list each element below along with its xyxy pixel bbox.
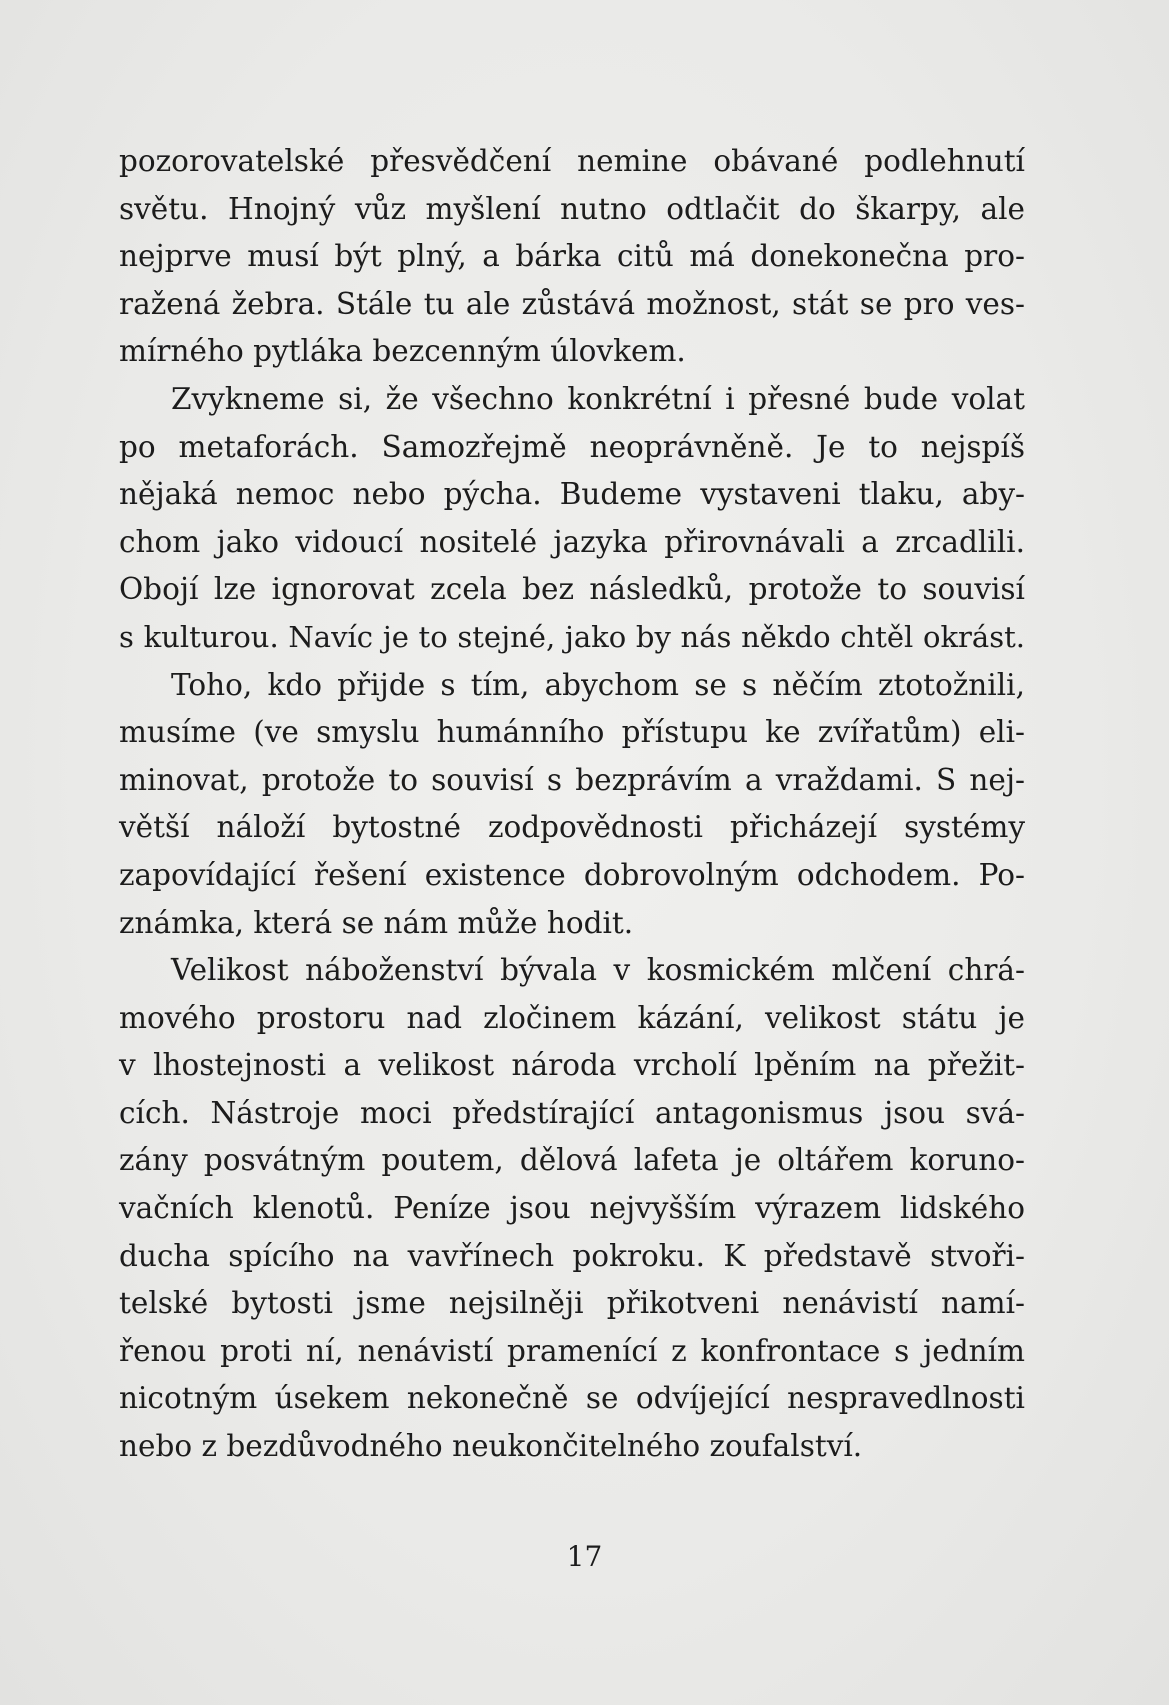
text-line: mového prostoru nad zločinem kázání, velikost státu je [119, 1000, 1025, 1035]
text-line: Obojí lze ignorovat zcela bez následků, protože to souvisí [119, 572, 1025, 607]
text-line: ducha spícího na vavřínech pokroku. K představě stvoři- [119, 1238, 1025, 1273]
text-line: chom jako vidoucí nositelé jazyka přirovnávali a zrcadlili. [119, 524, 1025, 559]
text-line: ražená žebra. Stále tu ale zůstává možnost, stát se pro ves- [119, 286, 1025, 321]
text-line: Toho, kdo přijde s tím, abychom se s něčím ztotožnili, [171, 667, 1025, 702]
text-line: zapovídající řešení existence dobrovolným odchodem. Po- [119, 857, 1025, 892]
text-line: nějaká nemoc nebo pýcha. Budeme vystaveni tlaku, aby- [119, 477, 1025, 512]
text-line: nejprve musí být plný, a bárka citů má donekonečna pro- [119, 239, 1025, 274]
text-line: větší náloží bytostné zodpovědnosti přicházejí systémy [119, 810, 1025, 845]
text-line: zány posvátným poutem, dělová lafeta je oltářem koruno- [119, 1143, 1025, 1178]
text-line: nebo z bezdůvodného neukončitelného zoufalství. [119, 1429, 863, 1464]
text-line: telské bytosti jsme nejsilněji přikotveni nenávistí namí- [119, 1286, 1025, 1321]
text-line: po metaforách. Samozřejmě neoprávněně. Je to nejspíš [119, 429, 1025, 464]
text-line: světu. Hnojný vůz myšlení nutno odtlačit do škarpy, ale [119, 191, 1025, 226]
text-line: řenou proti ní, nenávistí pramenící z konfrontace s jedním [119, 1333, 1025, 1368]
text-line: známka, která se nám může hodit. [119, 905, 634, 940]
text-line: Velikost náboženství bývala v kosmickém mlčení chrá- [171, 953, 1025, 988]
text-line: minovat, protože to souvisí s bezprávím a vraždami. S nej- [119, 762, 1025, 797]
text-line: Zvykneme si, že všechno konkrétní i přesné bude volat [171, 381, 1025, 416]
text-line: musíme (ve smyslu humánního přístupu ke zvířatům) eli- [119, 715, 1025, 750]
text-line: vačních klenotů. Peníze jsou nejvyšším výrazem lidského [119, 1191, 1025, 1226]
body-text [119, 138, 1025, 1471]
text-line: cích. Nástroje moci předstírající antagonismus jsou svá- [119, 1095, 1025, 1130]
text-line: mírného pytláka bezcenným úlovkem. [119, 334, 686, 369]
text-line: s kulturou. Navíc je to stejné, jako by nás někdo chtěl okrást. [119, 619, 1025, 654]
text-line: v lhostejnosti a velikost národa vrcholí lpěním na přežit- [119, 1048, 1025, 1083]
page-number: 17 [566, 1540, 603, 1573]
text-line: pozorovatelské přesvědčení nemine obávané podlehnutí [119, 144, 1025, 178]
text-line: nicotným úsekem nekonečně se odvíjející nespravedlnosti [119, 1381, 1025, 1416]
